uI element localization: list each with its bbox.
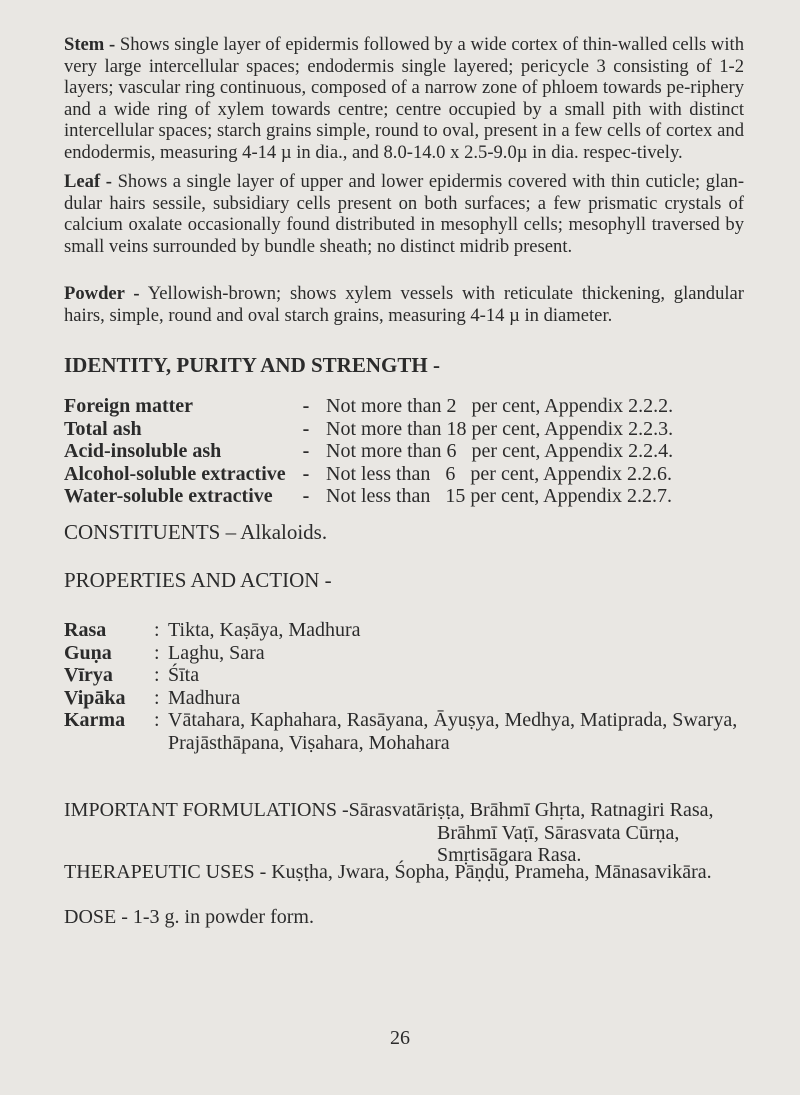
row-value: Not less than 6 per cent, Appendix 2.2.6. xyxy=(326,462,673,485)
row-dash: - xyxy=(302,417,310,440)
constituents-heading xyxy=(64,520,327,544)
row-dash: - xyxy=(302,395,310,417)
table-row xyxy=(64,485,764,508)
row-label: Water-soluble extractive xyxy=(64,485,273,507)
property-value: Vātahara, Kaphahara, Rasāyana, Āyuṣya, Medhya, Matiprada, Swarya, Prajāsthāpana, Viṣahara, Mohahara xyxy=(168,709,738,754)
property-value: Śīta xyxy=(168,664,200,686)
page-number: 26 xyxy=(390,1027,410,1049)
list-item xyxy=(64,664,764,687)
therapeutic-heading: THERAPEUTIC USES - xyxy=(64,861,267,883)
leaf-paragraph xyxy=(64,171,744,257)
leaf-label: Leaf - xyxy=(64,171,112,192)
row-label: Acid-insoluble ash xyxy=(64,440,222,462)
row-value: Not more than 2 per cent, Appendix 2.2.2. xyxy=(326,395,674,417)
identity-heading-text: IDENTITY, PURITY AND STRENGTH - xyxy=(64,353,440,377)
table-row xyxy=(64,395,764,418)
property-value: Laghu, Sara xyxy=(168,641,265,664)
property-value: Tikta, Kaṣāya, Madhura xyxy=(168,619,361,641)
stem-text: Shows single layer of epidermis followed by a wide cortex of thin-walled cells with very large intercellular spaces; endodermis single layered; pericycle 3 consisting of 1-2 layers; vascular ring continuous, composed of a narrow zone of phloem towards pe-riphery and a wide ring of xylem towards centre; centre occupied by a small pith with distinct intercellular spaces; starch grains simple, round to oval, present in a few cells of cortex and endodermis, measuring 4-14 µ in dia., and 8.0-14.0 x 2.5-9.0µ in dia. respec-tively. xyxy=(64,34,744,163)
powder-text: Yellowish-brown; shows xylem vessels with reticulate thickening, glandular hairs, simple, round and oval starch grains, measuring 4-14 µ in diameter. xyxy=(64,283,744,326)
table-row xyxy=(64,418,764,441)
identity-heading xyxy=(64,353,440,377)
formulations-line-1 xyxy=(64,799,764,822)
property-label: Rasa xyxy=(64,619,107,641)
constituents-value: Alkaloids. xyxy=(240,520,328,544)
property-value: Madhura xyxy=(168,686,241,709)
dose-heading: DOSE - xyxy=(64,906,128,928)
row-value: Not more than 6 per cent, Appendix 2.2.4. xyxy=(326,440,674,462)
row-dash: - xyxy=(302,440,310,462)
row-value: Not less than 15 per cent, Appendix 2.2.7. xyxy=(326,485,673,507)
stem-paragraph xyxy=(64,34,744,163)
property-label: Vīrya xyxy=(64,664,113,686)
properties-heading-text: PROPERTIES AND ACTION - xyxy=(64,568,332,592)
therapeutic-value: Kuṣṭha, Jwara, Śopha, Pāṇḍu, Prameha, Mānasavikāra. xyxy=(271,861,712,883)
property-label: Guṇa xyxy=(64,641,112,664)
table-row xyxy=(64,463,764,486)
property-label: Karma xyxy=(64,709,126,731)
row-label: Total ash xyxy=(64,417,142,440)
row-value: Not more than 18 per cent, Appendix 2.2.3. xyxy=(326,417,674,440)
constituents-heading-text: CONSTITUENTS – xyxy=(64,520,237,544)
properties-list xyxy=(64,619,764,754)
therapeutic-uses xyxy=(64,860,712,884)
identity-table xyxy=(64,395,764,508)
row-dash: - xyxy=(302,485,310,507)
powder-paragraph xyxy=(64,283,744,326)
dose-value: 1-3 g. in powder form. xyxy=(132,906,314,928)
formulations-heading: IMPORTANT FORMULATIONS - xyxy=(64,799,349,821)
row-label: Alcohol-soluble extractive xyxy=(64,462,286,485)
list-item xyxy=(64,619,764,642)
formulations-list-1: Sārasvatāriṣṭa, Brāhmī Ghṛta, Ratnagiri Rasa, xyxy=(348,799,714,821)
leaf-text: Shows a single layer of upper and lower epidermis covered with thin cuticle; glan-dular hairs sessile, subsidiary cells present on both surfaces; a few prismatic crystals of calcium oxalate occasionally found distributed in mesophyll cells; mesophyll traversed by small veins surrounded by bundle sheath; no distinct midrib present. xyxy=(64,171,745,257)
row-label: Foreign matter xyxy=(64,395,194,417)
property-colon: : xyxy=(154,664,160,686)
dose-line xyxy=(64,905,314,929)
row-dash: - xyxy=(302,462,310,485)
property-label: Vipāka xyxy=(64,686,126,709)
property-colon: : xyxy=(154,686,160,709)
table-row xyxy=(64,440,764,463)
formulations-section xyxy=(64,799,764,867)
stem-label: Stem - xyxy=(64,34,116,55)
property-colon: : xyxy=(154,709,160,731)
powder-label: Powder - xyxy=(64,283,140,304)
list-item xyxy=(64,709,764,754)
property-colon: : xyxy=(154,619,160,641)
formulations-list-2: Brāhmī Vaṭī, Sārasvata Cūrṇa, Smṛtisāgara Rasa. xyxy=(437,821,680,866)
properties-heading xyxy=(64,568,332,592)
property-colon: : xyxy=(154,641,160,664)
list-item xyxy=(64,642,764,665)
list-item xyxy=(64,687,764,710)
